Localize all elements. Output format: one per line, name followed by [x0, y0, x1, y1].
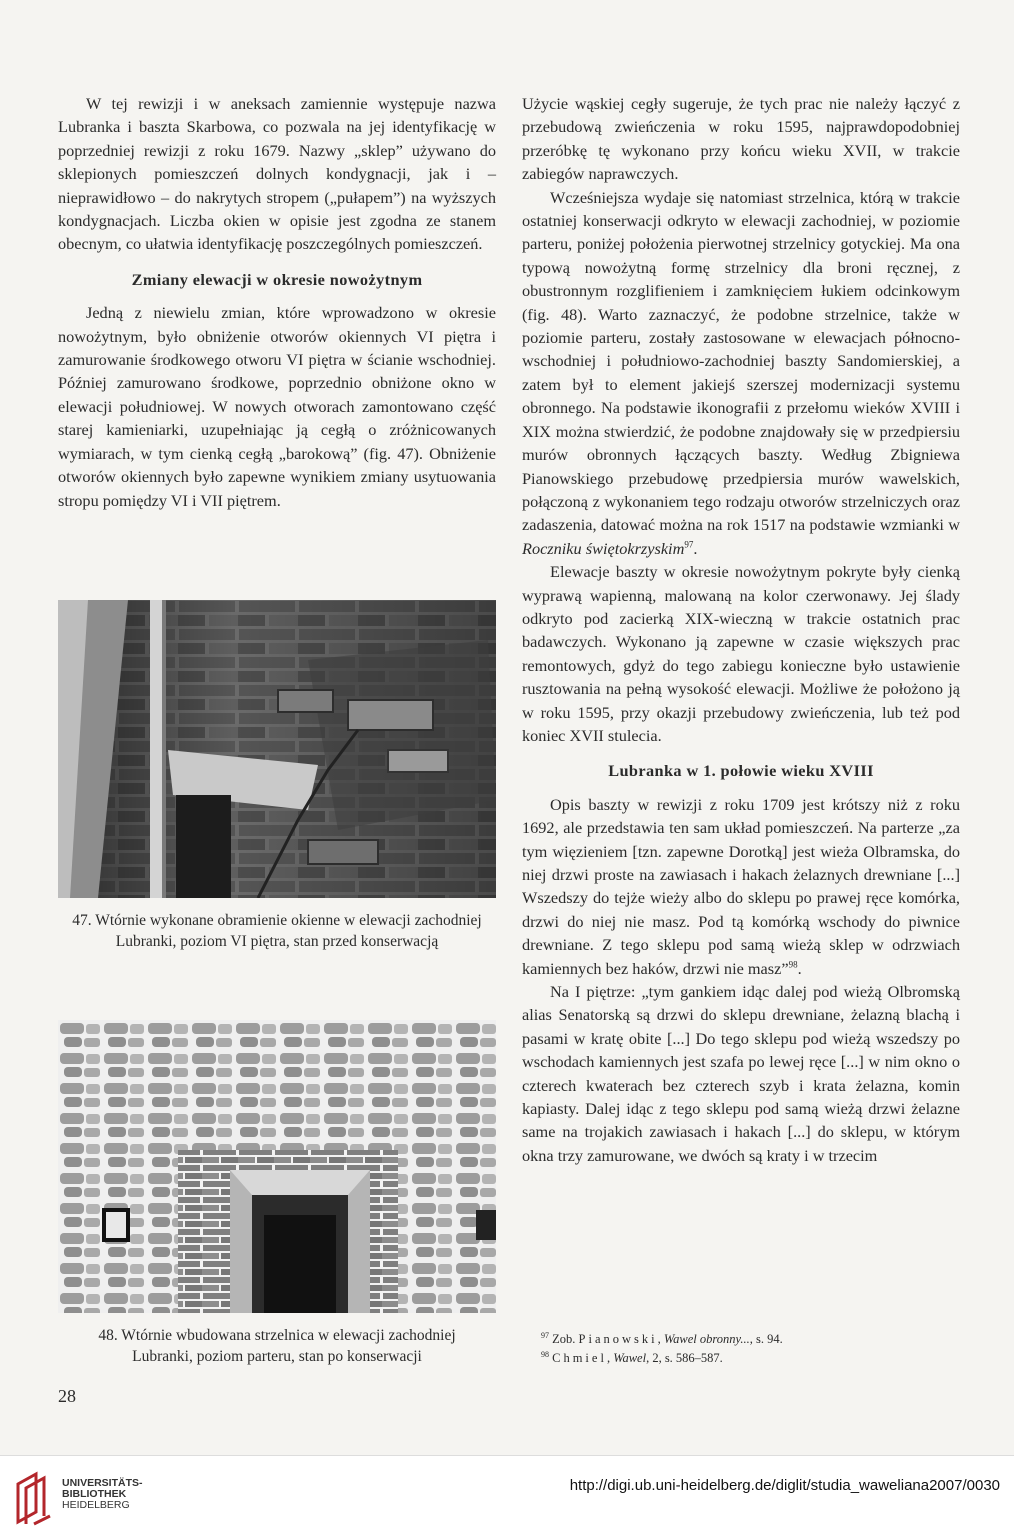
right-column	[522, 92, 960, 1167]
italic-title-rocznik: Roczniku świętokrzyskim	[522, 538, 685, 558]
figure-47	[58, 600, 496, 952]
right-paragraph-3: Elewacje baszty w okresie nowożytnym pokryte były cienką wyprawą wapienną, malowaną na kolor czerwonawy. Jej ślady odkryto pod zacierką XIX-wieczną w trakcie ostatnich prac badawczych. Wykonano ją zapewne w czasie większych prac remontowych, gdyż do tego zabiegu konieczne było ustawienie rusztowania na pełną wysokość elewacji. Możliwe że położono ją w roku 1595, przy okazji przebudowy zwieńczenia, lub też pod koniec XVII stulecia.	[522, 562, 960, 745]
figure-48	[58, 1020, 496, 1367]
page-number: 28	[58, 1386, 76, 1406]
left-paragraph-2: Jedną z niewielu zmian, które wprowadzono w okresie nowożytnym, było obniżenie otworów okiennych VI piętra i zamurowanie środkowego otworu VI piętra w ścianie wschodniej. Później zamurowano środkowe, poprzednio obniżone okno w elewacji południowej. W nowych otworach zamontowano część starej kamieniarki, uzupełniając ją cegłą o zróżnicowanych wymiarach, w tym cienką cegłą „barokową” (fig. 47). Obniżenie otworów okiennych było zapewne wynikiem zmiany usytuowania stropu pomiędzy VI i VII piętrem.	[58, 303, 496, 510]
photo-window-frame	[58, 600, 496, 898]
footnote-97: $^{97}$ Zob. Pianowski, Wawel obronny..., s. 94.	[541, 1330, 783, 1346]
figure-48-caption: 48. Wtórnie wbudowana strzelnica w elewacji zachodniej Lubranki, poziom parteru, stan po konserwacji	[98, 1327, 456, 1365]
right-paragraph-1: Użycie wąskiej cegły sugeruje, że tych prac nie należy łączyć z przebudową zwieńczenia w roku 1595, najprawdopodobniej przeróbkę tę wykonano przy końcu wieku XVII, w trakcie zabiegów naprawczych.	[522, 94, 960, 184]
footnotes	[541, 1330, 961, 1368]
left-paragraph-1: W tej rewizji i w aneksach zamiennie występuje nazwa Lubranka i baszta Skarbowa, co pozwala na jej identyfikację w poprzedniej rewizji z roku 1679. Nazwy „sklep” używano do sklepionych pomieszczeń dolnych kondygnacji, jak i – nieprawidłowo – do nakrytych stropem („pułapem”) na wyższych kondygnacjach. Liczba okien w opisie jest zgodna ze stanem obecnym, co ułatwia identyfikację poszczególnych pomieszczeń.	[58, 94, 496, 254]
right-paragraph-5: Na I piętrze: „tym gankiem idąc dalej pod wieżą Olbromską alias Senatorską są drzwi do sklepu drewniane, żelazną blachą i pasami w kratę obite [...] Do tego sklepu pod wieżą wszedszy po wschodach kamiennych jest szafa po lewej ręce [...] w nim okno o czterech kwaterach bez czterech szyb i krata żelazna, komin kapiasty. Dalej idąc z tego sklepu pod samą wieżą drzwi żelazne same na trojakich zawiasach i hakach [...] do sklepu, w którym okna trzy zamurowane, we dwóch są kraty i w trzecim	[522, 982, 960, 1165]
footnote-ref-98: 98	[788, 959, 798, 970]
left-column	[58, 92, 496, 512]
photo-embrasure	[58, 1020, 496, 1313]
footnote-ref-97: 97	[684, 539, 694, 550]
section-heading-modern-changes: Zmiany elewacji w okresie nowożytnym	[131, 269, 423, 289]
source-url-link[interactable]: http://digi.ub.uni-heidelberg.de/diglit/studia_waweliana2007/0030	[569, 1477, 1000, 1494]
section-heading-lubranka-xviii: Lubranka w 1. połowie wieku XVIII	[608, 761, 874, 781]
right-paragraph-2: Wcześniejsza wydaje się natomiast strzelnica, którą w trakcie ostatniej konserwacji odkryto w elewacji zachodniej, w poziomie parteru, poniżej położenia pierwotnej strzelnicy gotyckiej. Ma ona typową nowożytną formę strzelnicy dla broni ręcznej, z obustronnym rozglifieniem i zamknięciem łukiem odcinkowym (fig. 48). Warto zaznaczyć, że podobne strzelnice, także w poziomie parteru, zostały zastosowane w elewacjach północno-wschodniej i południowo-zachodniej baszty Sandomierskiej, a zatem był to element jakiejś szerszej modernizacji systemu obronnego. Na podstawie ikonografii z przełomu wieków XVIII i XIX można stwierdzić, że podobne znajdowały się w przedpiersiu murów obronnych łączących baszty. Według Zbigniewa Pianowskiego przebudowę przedpiersia murów wawelskich, połączoną z wykonaniem tego rodzaju otworów strzelniczych oraz zadaszenia, datować można na rok 1517 na podstawie wzmianki w Roczniku świętokrzyskim$^{97}$.	[522, 187, 960, 558]
footnote-98: $^{98}$ Chmiel, Wawel, 2, s. 586–587.	[541, 1349, 723, 1365]
figure-47-caption: 47. Wtórnie wykonane obramienie okienne w elewacji zachodniej Lubranki, poziom VI piętra, stan przed konserwacją	[72, 912, 482, 950]
library-name: UNIVERSITÄTS- BIBLIOTHEK HEIDELBERG	[62, 1477, 143, 1511]
library-logo-icon	[10, 1470, 58, 1526]
right-paragraph-4: Opis baszty w rewizji z roku 1709 jest krótszy niż z roku 1692, ale przedstawia ten sam układ pomieszczeń. Na parterze „za tym więzieniem [tzn. zapewne Dorotką] jest wieża Olbramska, do niej drzwi proste na zawiasach i hakach żelaznych drewniane [...] Wszedszy do tejże wieży albo do sklepu po prawej ręce komórka, drzwi do niej nie masz. Pod tą komórką wschody do piwnice drewniane. Z tego sklepu pod samą wieżą sklep w odrzwiach kamiennych bez haków, drzwi nie masz”$^{98}$.	[522, 794, 960, 978]
viewer-footer	[0, 1455, 1014, 1539]
